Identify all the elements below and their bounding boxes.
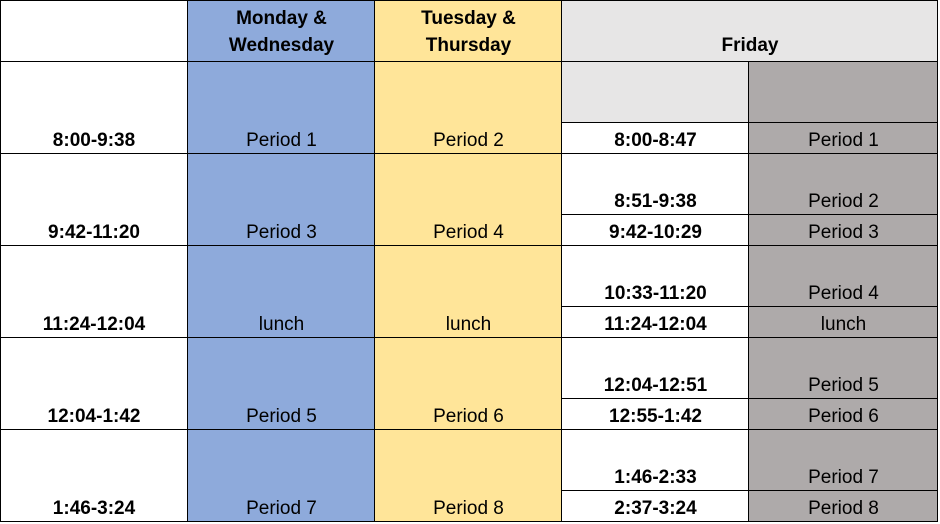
friday-period-slot bbox=[749, 246, 938, 307]
friday-period-slot bbox=[749, 307, 938, 338]
friday-time-slot bbox=[562, 307, 749, 338]
grid-line bbox=[187, 0, 188, 522]
header-tue-thu bbox=[375, 0, 562, 62]
mon-wed-slot bbox=[188, 154, 375, 246]
friday-time-label: 8:51-9:38 bbox=[614, 191, 697, 212]
header-tue-thu-label: Tuesday & Thursday bbox=[421, 8, 516, 56]
friday-period-label: Period 1 bbox=[808, 130, 879, 151]
tue-thu-slot bbox=[375, 154, 562, 246]
friday-time-slot bbox=[562, 338, 749, 399]
mon-wed-slot bbox=[188, 246, 375, 338]
friday-period-label: Period 3 bbox=[808, 222, 879, 243]
grid-line bbox=[748, 62, 749, 522]
friday-period-label: Period 5 bbox=[808, 375, 879, 396]
tue-thu-slot-label: Period 8 bbox=[433, 498, 504, 519]
time-slot-label: 1:46-3:24 bbox=[52, 498, 136, 519]
friday-time-slot bbox=[562, 399, 749, 430]
friday-period-label: Period 2 bbox=[808, 191, 879, 212]
grid-line bbox=[562, 398, 938, 399]
time-slot-label: 12:04-1:42 bbox=[47, 406, 141, 427]
tue-thu-slot-label: lunch bbox=[445, 314, 492, 335]
tue-thu-slot-label: Period 6 bbox=[433, 406, 504, 427]
friday-period-slot bbox=[749, 430, 938, 491]
tue-thu-slot bbox=[375, 430, 562, 522]
grid-line bbox=[0, 245, 938, 246]
mon-wed-slot-label: Period 1 bbox=[246, 130, 317, 151]
friday-time-label: 11:24-12:04 bbox=[604, 314, 707, 335]
friday-time-slot bbox=[562, 154, 749, 215]
friday-period-slot bbox=[749, 154, 938, 215]
grid-line bbox=[0, 429, 938, 430]
friday-period-label: lunch bbox=[820, 314, 867, 335]
grid-line bbox=[0, 521, 938, 522]
friday-time-label: 12:55-1:42 bbox=[609, 406, 702, 427]
header-time-blank bbox=[0, 0, 188, 62]
time-slot bbox=[0, 430, 188, 522]
friday-time-label: 12:04-12:51 bbox=[603, 375, 708, 396]
header-mon-wed bbox=[188, 0, 375, 62]
friday-time-label: 9:42-10:29 bbox=[609, 222, 702, 243]
mon-wed-slot bbox=[188, 430, 375, 522]
friday-time-slot bbox=[562, 215, 749, 246]
tue-thu-slot bbox=[375, 338, 562, 430]
friday-period-label: Period 8 bbox=[808, 498, 879, 519]
time-slot bbox=[0, 154, 188, 246]
mon-wed-slot-label: Period 5 bbox=[246, 406, 317, 427]
time-slot-label: 11:24-12:04 bbox=[42, 314, 146, 335]
grid-line bbox=[0, 61, 938, 62]
friday-period-slot bbox=[749, 338, 938, 399]
friday-period-label: Period 6 bbox=[808, 406, 879, 427]
grid-line bbox=[0, 337, 938, 338]
friday-period-label: Period 7 bbox=[808, 467, 879, 488]
friday-period-label: Period 4 bbox=[808, 283, 879, 304]
time-slot bbox=[0, 338, 188, 430]
mon-wed-slot bbox=[188, 338, 375, 430]
grid-line bbox=[562, 490, 938, 491]
grid-line bbox=[562, 214, 938, 215]
grid-line bbox=[374, 0, 375, 522]
friday-time-slot bbox=[562, 246, 749, 307]
time-slot-label: 8:00-9:38 bbox=[52, 130, 136, 151]
friday-time-slot bbox=[562, 491, 749, 522]
mon-wed-slot-label: Period 3 bbox=[246, 222, 317, 243]
header-friday-label: Friday bbox=[721, 35, 779, 56]
friday-period-slot bbox=[749, 399, 938, 430]
friday-time-label: 8:00-8:47 bbox=[614, 130, 697, 151]
mon-wed-slot bbox=[188, 62, 375, 154]
tue-thu-slot bbox=[375, 62, 562, 154]
tue-thu-slot-label: Period 4 bbox=[433, 222, 504, 243]
grid-line bbox=[561, 0, 562, 522]
tue-thu-slot-label: Period 2 bbox=[433, 130, 504, 151]
time-slot-label: 9:42-11:20 bbox=[48, 222, 140, 243]
header-mon-wed-label: Monday & Wednesday bbox=[228, 8, 335, 56]
friday-period-slot bbox=[749, 215, 938, 246]
friday-time-label: 1:46-2:33 bbox=[614, 467, 697, 488]
time-slot bbox=[0, 246, 188, 338]
grid-line bbox=[0, 0, 938, 1]
header-friday bbox=[562, 0, 938, 62]
grid-line bbox=[562, 122, 938, 123]
mon-wed-slot-label: Period 7 bbox=[246, 498, 317, 519]
friday-blank-time bbox=[562, 62, 749, 123]
mon-wed-slot-label: lunch bbox=[258, 314, 305, 335]
friday-time-label: 10:33-11:20 bbox=[604, 283, 707, 304]
grid-line bbox=[562, 306, 938, 307]
friday-time-slot bbox=[562, 430, 749, 491]
friday-period-slot bbox=[749, 491, 938, 522]
friday-time-slot bbox=[562, 123, 749, 154]
tue-thu-slot bbox=[375, 246, 562, 338]
grid-line bbox=[0, 153, 938, 154]
friday-time-label: 2:37-3:24 bbox=[614, 498, 697, 519]
friday-blank-period bbox=[749, 62, 938, 123]
friday-period-slot bbox=[749, 123, 938, 154]
time-slot bbox=[0, 62, 188, 154]
grid-line bbox=[937, 0, 938, 522]
grid-line bbox=[0, 0, 1, 522]
